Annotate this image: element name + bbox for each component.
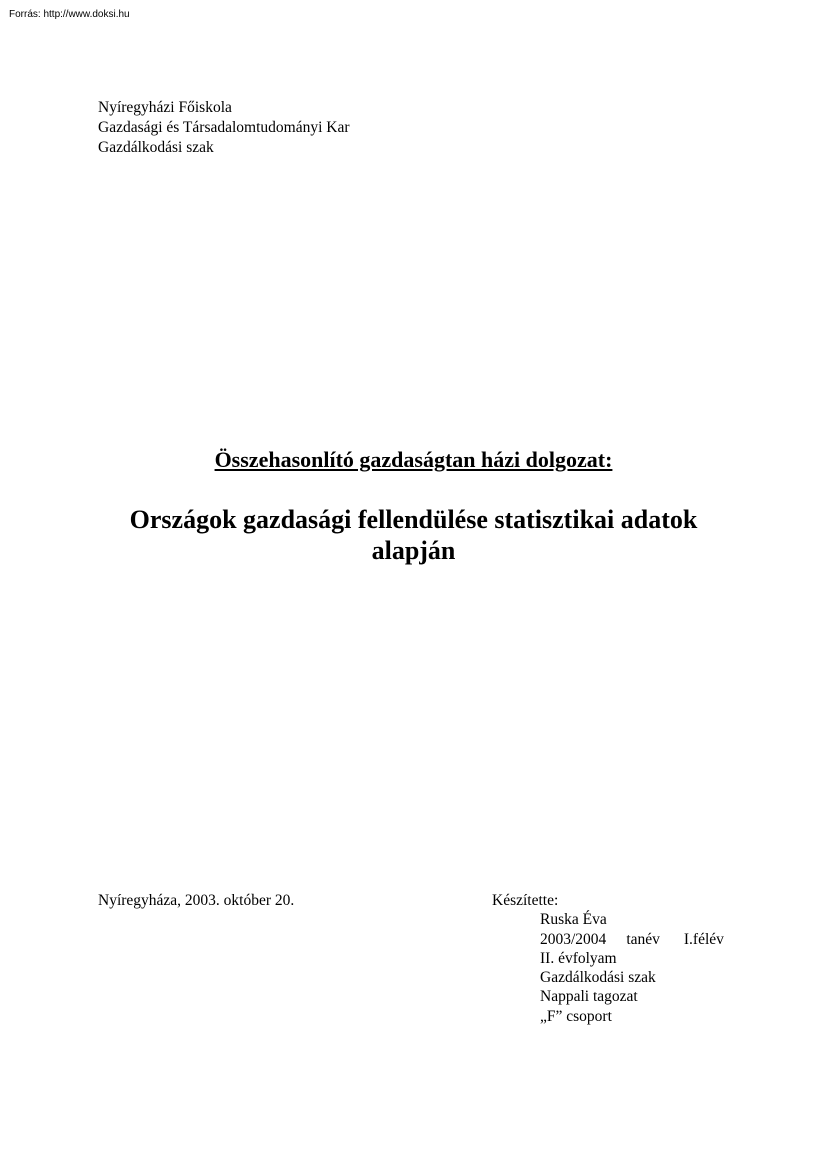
place-and-date: Nyíregyháza, 2003. október 20.: [98, 892, 295, 909]
author-details: [492, 910, 724, 1026]
academic-year: 2003/2004: [540, 930, 607, 948]
author-name: Ruska Éva: [540, 911, 607, 929]
institution-block: [98, 98, 350, 158]
group: „F” csoport: [540, 1007, 612, 1025]
semester: I.félév: [683, 930, 724, 948]
faculty-name: Gazdasági és Társadalomtudományi Kar: [98, 119, 350, 136]
document-subtitle: Összehasonlító gazdaságtan házi dolgozat:: [214, 447, 613, 472]
author-block: [492, 891, 724, 1026]
document-title: [100, 504, 727, 566]
term-line: [540, 930, 724, 949]
title-line-2: alapján: [371, 536, 456, 565]
author-label: Készítette:: [492, 892, 559, 909]
term-word: tanév: [626, 930, 660, 948]
author-major: Gazdálkodási szak: [540, 969, 656, 987]
study-mode: Nappali tagozat: [540, 988, 638, 1006]
institution-name: Nyíregyházi Főiskola: [98, 99, 232, 116]
major-name: Gazdálkodási szak: [98, 139, 214, 156]
title-line-1: Országok gazdasági fellendülése statisztikai adatok: [129, 505, 698, 534]
grade: II. évfolyam: [540, 949, 617, 967]
source-url-text: Forrás: http://www.doksi.hu: [9, 9, 130, 20]
